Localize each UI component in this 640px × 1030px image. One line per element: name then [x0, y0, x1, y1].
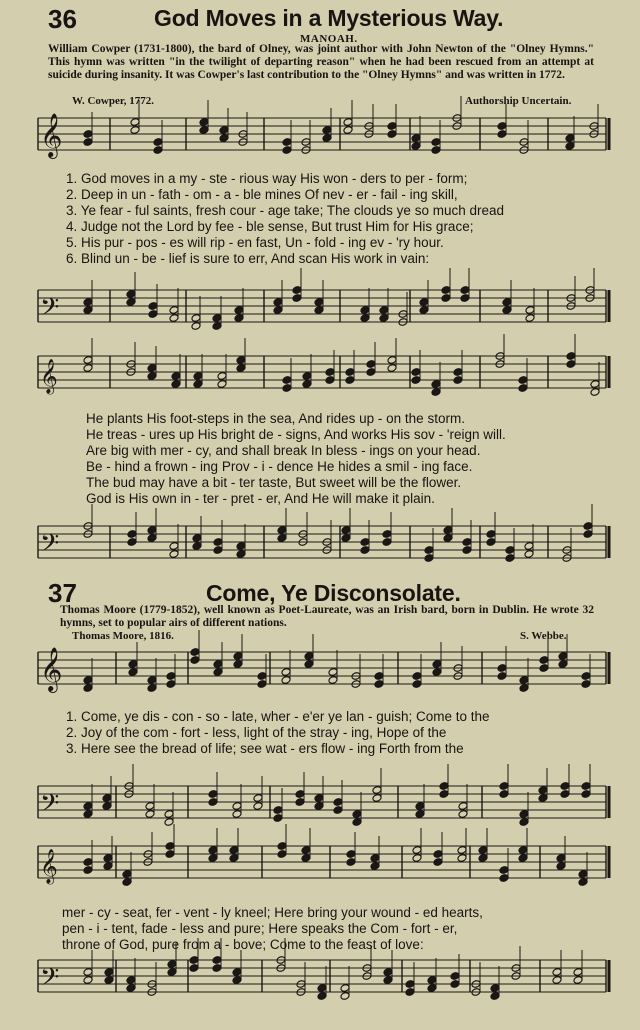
verse-line: Be - hind a frown - ing Prov - i - dence He hides a smil - ing face.	[86, 459, 473, 474]
tune-name: MANOAH.	[300, 33, 358, 45]
hymn-note: William Cowper (1731-1800), the bard of Olney, was joint author with John Newton of the "Olney Hymns." This hymn was written "in the twilight of departing reason" when he had been rescued from an attempt at suicide during insanity. It was Cowper's last contribution to the "Olney Hymns" and was written in 1772.	[48, 43, 594, 81]
words-credit: W. Cowper, 1772.	[72, 95, 155, 107]
verse-line: pen - i - tent, fade - less and pure; Here speaks the Com - fort - er,	[62, 921, 458, 936]
verse-line: 2. Joy of the com - fort - less, light of the stray - ing, Hope of the	[66, 725, 447, 740]
verse-line: 1. God moves in a my - ste - rious way His won - ders to per - form;	[66, 171, 468, 186]
words-credit: Thomas Moore, 1816.	[72, 630, 174, 642]
verse-line: 6. Blind un - be - lief is sure to err, And scan His work in vain:	[66, 251, 430, 266]
verse-line: The bud may have a bit - ter taste, But sweet will be the flower.	[86, 475, 462, 490]
verse-line: throne of God, pure from a - bove; Come to the feast of love:	[62, 937, 424, 952]
verse-line: 3. Here see the bread of life; see wat - ers flow - ing Forth from the	[66, 741, 464, 756]
hymn-title: God Moves in a Mysterious Way.	[154, 5, 504, 31]
clef: 𝄞	[40, 359, 58, 394]
hymn-note: Thomas Moore (1779-1852), well known as Poet-Laureate, was an Irish bard, born in Dublin. He wrote 32 hymns, set to popular airs of different nations.	[60, 604, 594, 629]
hymn-title: Come, Ye Disconsolate.	[206, 580, 461, 606]
clef: 𝄢	[40, 789, 60, 824]
clef: 𝄞	[40, 647, 63, 691]
clef: 𝄞	[40, 113, 63, 157]
verse-line: Are big with mer - cy, and shall break In bless - ings on your head.	[86, 443, 481, 458]
verse-line: 5. His pur - pos - es will rip - en fast, Un - fold - ing ev - 'ry hour.	[66, 235, 444, 250]
verse-line: God is His own in - ter - pret - er, And He will make it plain.	[86, 491, 435, 506]
clef: 𝄞	[40, 849, 58, 884]
verse-line: 3. Ye fear - ful saints, fresh cour - age take; The clouds ye so much dread	[66, 203, 504, 218]
clef: 𝄢	[40, 963, 60, 998]
clef: 𝄢	[40, 293, 60, 328]
hymn-number: 36	[48, 4, 77, 34]
verse-line: mer - cy - seat, fer - vent - ly kneel; Here bring your wound - ed hearts,	[62, 905, 483, 920]
music-credit: Authorship Uncertain.	[465, 95, 572, 107]
music-credit: S. Webbe.	[520, 630, 567, 642]
hymn-number: 37	[48, 578, 77, 608]
verse-line: 1. Come, ye dis - con - so - late, wher - e'er ye lan - guish; Come to the	[66, 709, 490, 724]
verse-line: 4. Judge not the Lord by fee - ble sense, But trust Him for His grace;	[66, 219, 474, 234]
clef: 𝄢	[40, 529, 60, 564]
verse-line: He plants His foot-steps in the sea, And rides up - on the storm.	[86, 411, 465, 426]
verse-line: 2. Deep in un - fath - om - a - ble mines Of nev - er - fail - ing skill,	[66, 187, 458, 202]
verse-line: He treas - ures up His bright de - signs, And works His sov - 'reign will.	[86, 427, 506, 442]
